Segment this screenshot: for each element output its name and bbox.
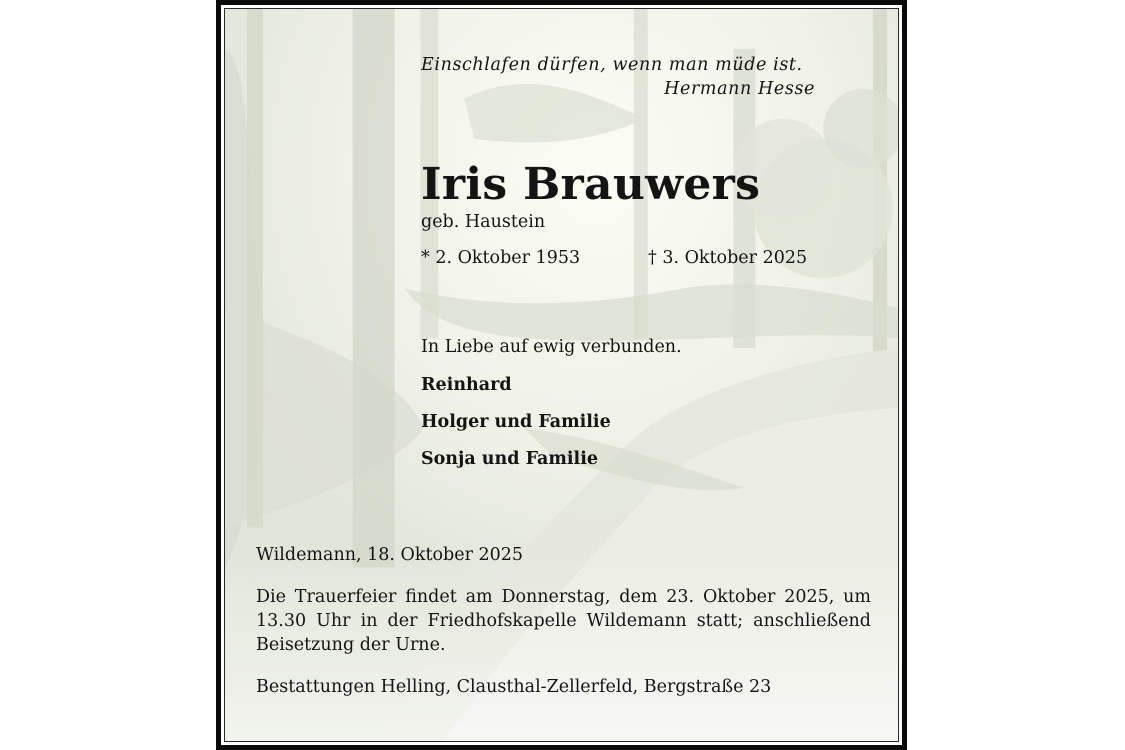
undertaker-info: Bestattungen Helling, Clausthal-Zellerfeld, Bergstraße 23 <box>256 677 772 697</box>
frame-spacer <box>221 5 902 745</box>
obituary-frame <box>216 0 907 750</box>
mourner-name: Holger und Familie <box>421 412 611 432</box>
place-and-date: Wildemann, 18. Oktober 2025 <box>256 545 524 565</box>
birth-date: * 2. Oktober 1953 <box>421 248 581 268</box>
obituary-card <box>224 8 899 742</box>
mourner-name: Reinhard <box>421 375 512 395</box>
death-date: † 3. Oktober 2025 <box>648 248 808 268</box>
deceased-name: Iris Brauwers <box>421 159 761 210</box>
quote-text: Einschlafen dürfen, wenn man müde ist. <box>421 55 803 75</box>
epigraph-quote <box>421 53 821 101</box>
funeral-notice: Die Trauerfeier findet am Donnerstag, dem 23. Oktober 2025, um 13.30 Uhr in der Friedhofskapelle Wildemann statt; anschließend Beisetzung der Urne. <box>256 587 871 655</box>
mourner-name: Sonja und Familie <box>421 449 598 469</box>
quote-author: Hermann Hesse <box>664 79 815 99</box>
dedication-line: In Liebe auf ewig verbunden. <box>421 337 682 357</box>
maiden-name: geb. Haustein <box>421 212 546 232</box>
